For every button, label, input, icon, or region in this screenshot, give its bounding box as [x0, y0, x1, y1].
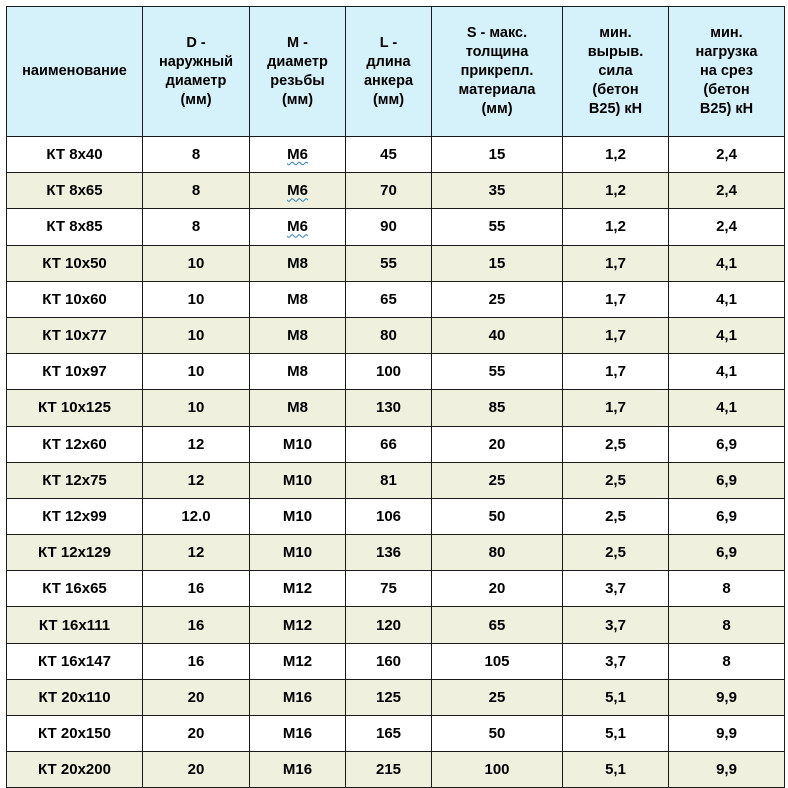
cell-outer-diameter [143, 317, 250, 353]
cell-max-thickness [432, 498, 563, 534]
cell-max-thickness-text: 80 [488, 544, 506, 562]
cell-outer-diameter [143, 462, 250, 498]
cell-min-pullout-text: 1,7 [605, 254, 626, 272]
cell-length-text: 55 [380, 254, 397, 272]
cell-min-pullout-text: 3,7 [605, 616, 626, 634]
cell-length [346, 607, 432, 643]
cell-min-pullout [563, 245, 669, 281]
cell-outer-diameter-text: 20 [187, 688, 205, 706]
cell-min-shear-text: 6,9 [716, 435, 737, 453]
cell-name-text: КТ 20х110 [38, 688, 111, 706]
cell-max-thickness-text: 50 [488, 507, 506, 525]
cell-length-text: 120 [375, 616, 402, 634]
cell-min-shear-text: 4,1 [716, 399, 737, 417]
table-row [7, 752, 785, 788]
cell-length-text: 160 [375, 652, 402, 670]
table-row [7, 137, 785, 173]
cell-outer-diameter [143, 426, 250, 462]
cell-name [7, 679, 143, 715]
cell-length [346, 426, 432, 462]
cell-min-pullout-text: 2,5 [605, 507, 626, 525]
cell-name-text: КТ 16х111 [38, 616, 111, 634]
cell-name-text: КТ 8х85 [46, 218, 103, 236]
cell-name [7, 535, 143, 571]
cell-min-pullout [563, 354, 669, 390]
cell-max-thickness [432, 245, 563, 281]
table-row [7, 679, 785, 715]
cell-thread [250, 752, 346, 788]
cell-max-thickness [432, 354, 563, 390]
cell-max-thickness-text: 55 [488, 363, 506, 381]
cell-thread-text: М8 [287, 290, 308, 308]
cell-min-shear-text: 6,9 [716, 544, 737, 562]
cell-length-text: 125 [375, 688, 402, 706]
cell-min-shear-text: 4,1 [716, 363, 737, 381]
table-row [7, 209, 785, 245]
cell-max-thickness-text: 15 [488, 146, 506, 164]
cell-name [7, 643, 143, 679]
cell-min-shear [669, 716, 785, 752]
cell-min-pullout [563, 462, 669, 498]
cell-min-pullout-text: 3,7 [605, 652, 626, 670]
cell-outer-diameter [143, 643, 250, 679]
cell-name-text: КТ 20х200 [38, 761, 111, 779]
cell-min-shear [669, 137, 785, 173]
cell-max-thickness [432, 137, 563, 173]
cell-name-text: КТ 10х77 [42, 327, 107, 345]
cell-thread-text: М12 [282, 580, 313, 598]
cell-thread [250, 281, 346, 317]
cell-thread-text: М10 [282, 435, 313, 453]
cell-length-text: 81 [380, 471, 397, 489]
cell-outer-diameter [143, 354, 250, 390]
cell-length [346, 173, 432, 209]
table-row [7, 281, 785, 317]
cell-length [346, 245, 432, 281]
cell-name [7, 281, 143, 317]
cell-thread-text: М10 [282, 471, 313, 489]
cell-max-thickness [432, 679, 563, 715]
cell-name [7, 209, 143, 245]
cell-max-thickness [432, 752, 563, 788]
header-min-pullout: мин. вырыв. сила (бетон В25) кН [563, 7, 669, 137]
cell-min-pullout [563, 390, 669, 426]
cell-min-shear-text: 4,1 [716, 327, 737, 345]
cell-outer-diameter-text: 10 [187, 254, 205, 272]
cell-outer-diameter-text: 12 [187, 471, 205, 489]
cell-length [346, 354, 432, 390]
cell-thread-text: М10 [282, 544, 313, 562]
cell-max-thickness-text: 100 [484, 761, 510, 779]
cell-outer-diameter-text: 8 [191, 146, 201, 164]
cell-min-shear [669, 498, 785, 534]
cell-name-text: КТ 12х75 [42, 471, 107, 489]
cell-min-pullout-text: 1,7 [605, 363, 626, 381]
cell-min-shear-text: 6,9 [716, 471, 737, 489]
cell-name [7, 571, 143, 607]
cell-min-pullout-text: 1,2 [605, 146, 626, 164]
cell-name [7, 245, 143, 281]
cell-outer-diameter [143, 535, 250, 571]
cell-min-shear [669, 752, 785, 788]
cell-max-thickness [432, 607, 563, 643]
cell-name [7, 498, 143, 534]
cell-min-pullout [563, 571, 669, 607]
cell-min-pullout-text: 1,2 [605, 182, 626, 200]
cell-length-text: 136 [375, 544, 402, 562]
table-row [7, 426, 785, 462]
cell-name-text: КТ 10х97 [42, 363, 107, 381]
cell-min-pullout-text: 5,1 [605, 725, 626, 743]
cell-thread [250, 317, 346, 353]
cell-length-text: 165 [375, 725, 402, 743]
cell-thread-text: М16 [282, 725, 313, 743]
cell-max-thickness-text: 25 [488, 471, 506, 489]
cell-max-thickness [432, 716, 563, 752]
cell-length-text: 80 [380, 327, 397, 345]
cell-name [7, 607, 143, 643]
cell-length [346, 281, 432, 317]
cell-name-text: КТ 16х147 [38, 652, 111, 670]
cell-name [7, 426, 143, 462]
cell-max-thickness [432, 317, 563, 353]
cell-min-pullout [563, 607, 669, 643]
cell-outer-diameter-text: 8 [191, 182, 201, 200]
cell-min-shear [669, 354, 785, 390]
cell-min-pullout-text: 2,5 [605, 544, 626, 562]
cell-min-shear-text: 8 [722, 580, 731, 598]
cell-length [346, 137, 432, 173]
table-body [7, 137, 785, 788]
cell-outer-diameter [143, 752, 250, 788]
cell-outer-diameter [143, 679, 250, 715]
cell-name [7, 354, 143, 390]
cell-max-thickness [432, 281, 563, 317]
cell-min-pullout [563, 281, 669, 317]
cell-thread-text: М8 [287, 363, 308, 381]
cell-outer-diameter-text: 16 [187, 652, 205, 670]
cell-min-pullout [563, 426, 669, 462]
table-row [7, 535, 785, 571]
table-row [7, 607, 785, 643]
cell-length [346, 390, 432, 426]
cell-outer-diameter-text: 10 [187, 399, 205, 417]
cell-outer-diameter [143, 173, 250, 209]
cell-min-shear [669, 535, 785, 571]
cell-name-text: КТ 10х60 [42, 290, 107, 308]
cell-name-text: КТ 8х40 [46, 146, 103, 164]
cell-min-shear [669, 571, 785, 607]
cell-thread-text: М12 [282, 652, 313, 670]
cell-max-thickness-text: 50 [488, 725, 506, 743]
header-thread-diameter: M - диаметр резьбы (мм) [250, 7, 346, 137]
cell-thread [250, 679, 346, 715]
cell-length [346, 643, 432, 679]
table-row [7, 716, 785, 752]
table-row [7, 317, 785, 353]
cell-thread [250, 607, 346, 643]
cell-max-thickness [432, 462, 563, 498]
cell-max-thickness [432, 535, 563, 571]
cell-min-shear [669, 390, 785, 426]
cell-thread-text: М6 [287, 182, 308, 200]
cell-max-thickness [432, 209, 563, 245]
table-row [7, 498, 785, 534]
cell-min-shear-text: 4,1 [716, 290, 737, 308]
cell-min-pullout [563, 209, 669, 245]
cell-thread [250, 535, 346, 571]
cell-min-pullout [563, 679, 669, 715]
cell-outer-diameter-text: 20 [187, 725, 205, 743]
cell-length [346, 716, 432, 752]
cell-min-shear-text: 4,1 [716, 254, 737, 272]
cell-length-text: 45 [380, 146, 397, 164]
cell-outer-diameter-text: 16 [187, 616, 205, 634]
cell-min-pullout [563, 752, 669, 788]
cell-min-pullout [563, 317, 669, 353]
cell-thread-text: М12 [282, 616, 313, 634]
cell-thread-text: М8 [287, 399, 308, 417]
cell-thread-text: М6 [287, 146, 308, 164]
cell-min-shear-text: 2,4 [716, 182, 737, 200]
cell-max-thickness [432, 426, 563, 462]
table-row [7, 173, 785, 209]
cell-min-pullout [563, 173, 669, 209]
cell-length-text: 106 [375, 507, 402, 525]
cell-min-shear-text: 8 [722, 652, 731, 670]
cell-thread [250, 643, 346, 679]
cell-outer-diameter-text: 12.0 [181, 507, 211, 525]
cell-min-shear-text: 9,9 [716, 688, 737, 706]
cell-outer-diameter-text: 16 [187, 580, 205, 598]
cell-max-thickness-text: 55 [488, 218, 506, 236]
header-min-shear: мин. нагрузка на срез (бетон В25) кН [669, 7, 785, 137]
cell-min-shear [669, 426, 785, 462]
cell-min-shear [669, 317, 785, 353]
cell-max-thickness-text: 20 [488, 435, 506, 453]
cell-outer-diameter [143, 281, 250, 317]
cell-thread [250, 426, 346, 462]
cell-min-pullout-text: 1,7 [605, 290, 626, 308]
cell-min-shear [669, 209, 785, 245]
cell-outer-diameter-text: 12 [187, 435, 205, 453]
cell-length [346, 498, 432, 534]
cell-max-thickness-text: 25 [488, 688, 506, 706]
cell-thread-text: М8 [287, 327, 308, 345]
cell-thread-text: М10 [282, 507, 313, 525]
cell-name-text: КТ 16х65 [42, 580, 107, 598]
cell-outer-diameter [143, 209, 250, 245]
cell-min-pullout-text: 1,7 [605, 399, 626, 417]
cell-outer-diameter-text: 12 [187, 544, 205, 562]
anchor-spec-table [6, 6, 785, 788]
cell-max-thickness-text: 35 [488, 182, 506, 200]
cell-max-thickness [432, 390, 563, 426]
cell-min-shear-text: 2,4 [716, 218, 737, 236]
cell-name [7, 137, 143, 173]
cell-outer-diameter-text: 8 [191, 218, 201, 236]
cell-min-pullout [563, 535, 669, 571]
cell-name-text: КТ 20х150 [38, 725, 111, 743]
cell-outer-diameter-text: 10 [187, 327, 205, 345]
table-row [7, 571, 785, 607]
cell-length-text: 66 [380, 435, 397, 453]
cell-outer-diameter-text: 20 [187, 761, 205, 779]
cell-min-shear [669, 643, 785, 679]
cell-thread [250, 462, 346, 498]
cell-thread-text: М16 [282, 688, 313, 706]
cell-min-shear [669, 245, 785, 281]
cell-length [346, 209, 432, 245]
header-anchor-length: L - длина анкера (мм) [346, 7, 432, 137]
cell-length [346, 462, 432, 498]
cell-outer-diameter-text: 10 [187, 290, 205, 308]
cell-name [7, 317, 143, 353]
cell-outer-diameter [143, 245, 250, 281]
cell-length [346, 571, 432, 607]
cell-max-thickness-text: 65 [488, 616, 506, 634]
cell-min-pullout-text: 5,1 [605, 688, 626, 706]
cell-length [346, 752, 432, 788]
cell-min-shear-text: 8 [722, 616, 731, 634]
cell-min-shear-text: 2,4 [716, 146, 737, 164]
cell-max-thickness-text: 25 [488, 290, 506, 308]
header-outer-diameter: D - наружный диаметр (мм) [143, 7, 250, 137]
cell-min-pullout [563, 498, 669, 534]
cell-length-text: 75 [380, 580, 397, 598]
table-row [7, 390, 785, 426]
cell-min-pullout-text: 5,1 [605, 761, 626, 779]
cell-thread [250, 137, 346, 173]
cell-thread-text: М6 [287, 218, 308, 236]
cell-name [7, 716, 143, 752]
cell-name [7, 462, 143, 498]
cell-name-text: КТ 8х65 [46, 182, 103, 200]
cell-min-shear [669, 462, 785, 498]
cell-length-text: 100 [375, 363, 402, 381]
cell-max-thickness [432, 173, 563, 209]
cell-min-pullout-text: 2,5 [605, 471, 626, 489]
cell-max-thickness-text: 105 [484, 652, 510, 670]
cell-max-thickness-text: 15 [488, 254, 506, 272]
cell-thread [250, 245, 346, 281]
cell-length-text: 130 [375, 399, 402, 417]
cell-min-shear [669, 281, 785, 317]
cell-name-text: КТ 10х50 [42, 254, 107, 272]
cell-min-pullout-text: 1,7 [605, 327, 626, 345]
cell-min-shear-text: 9,9 [716, 761, 737, 779]
cell-name [7, 173, 143, 209]
cell-min-pullout-text: 1,2 [605, 218, 626, 236]
cell-max-thickness [432, 571, 563, 607]
cell-min-shear [669, 173, 785, 209]
cell-thread [250, 209, 346, 245]
cell-thread [250, 571, 346, 607]
cell-length-text: 90 [380, 218, 397, 236]
cell-length-text: 65 [380, 290, 397, 308]
cell-outer-diameter [143, 390, 250, 426]
cell-length [346, 535, 432, 571]
header-max-thickness: S - макс. толщина прикрепл. материала (мм) [432, 7, 563, 137]
cell-max-thickness-text: 20 [488, 580, 506, 598]
cell-length [346, 317, 432, 353]
cell-min-pullout [563, 643, 669, 679]
cell-thread [250, 354, 346, 390]
cell-thread [250, 498, 346, 534]
cell-thread [250, 390, 346, 426]
cell-outer-diameter [143, 716, 250, 752]
cell-name-text: КТ 10х125 [38, 399, 111, 417]
cell-name [7, 390, 143, 426]
table-row [7, 354, 785, 390]
cell-min-pullout-text: 2,5 [605, 435, 626, 453]
cell-name-text: КТ 12х99 [42, 507, 107, 525]
cell-name [7, 752, 143, 788]
header-name: наименование [7, 7, 143, 137]
table-row [7, 245, 785, 281]
cell-length [346, 679, 432, 715]
cell-min-pullout-text: 3,7 [605, 580, 626, 598]
cell-min-pullout [563, 137, 669, 173]
cell-min-shear [669, 679, 785, 715]
cell-length-text: 215 [375, 761, 402, 779]
cell-max-thickness-text: 40 [488, 327, 506, 345]
cell-outer-diameter [143, 607, 250, 643]
cell-min-pullout [563, 716, 669, 752]
cell-thread [250, 716, 346, 752]
cell-min-shear-text: 9,9 [716, 725, 737, 743]
cell-min-shear-text: 6,9 [716, 507, 737, 525]
cell-thread-text: М16 [282, 761, 313, 779]
table-row [7, 462, 785, 498]
cell-outer-diameter [143, 137, 250, 173]
cell-max-thickness-text: 85 [488, 399, 506, 417]
cell-outer-diameter [143, 571, 250, 607]
cell-thread [250, 173, 346, 209]
cell-outer-diameter [143, 498, 250, 534]
cell-thread-text: М8 [287, 254, 308, 272]
cell-max-thickness [432, 643, 563, 679]
cell-name-text: КТ 12х60 [42, 435, 107, 453]
table-header-row [7, 7, 785, 137]
table-row [7, 643, 785, 679]
cell-min-shear [669, 607, 785, 643]
cell-outer-diameter-text: 10 [187, 363, 205, 381]
cell-length-text: 70 [380, 182, 397, 200]
cell-name-text: КТ 12х129 [38, 544, 111, 562]
